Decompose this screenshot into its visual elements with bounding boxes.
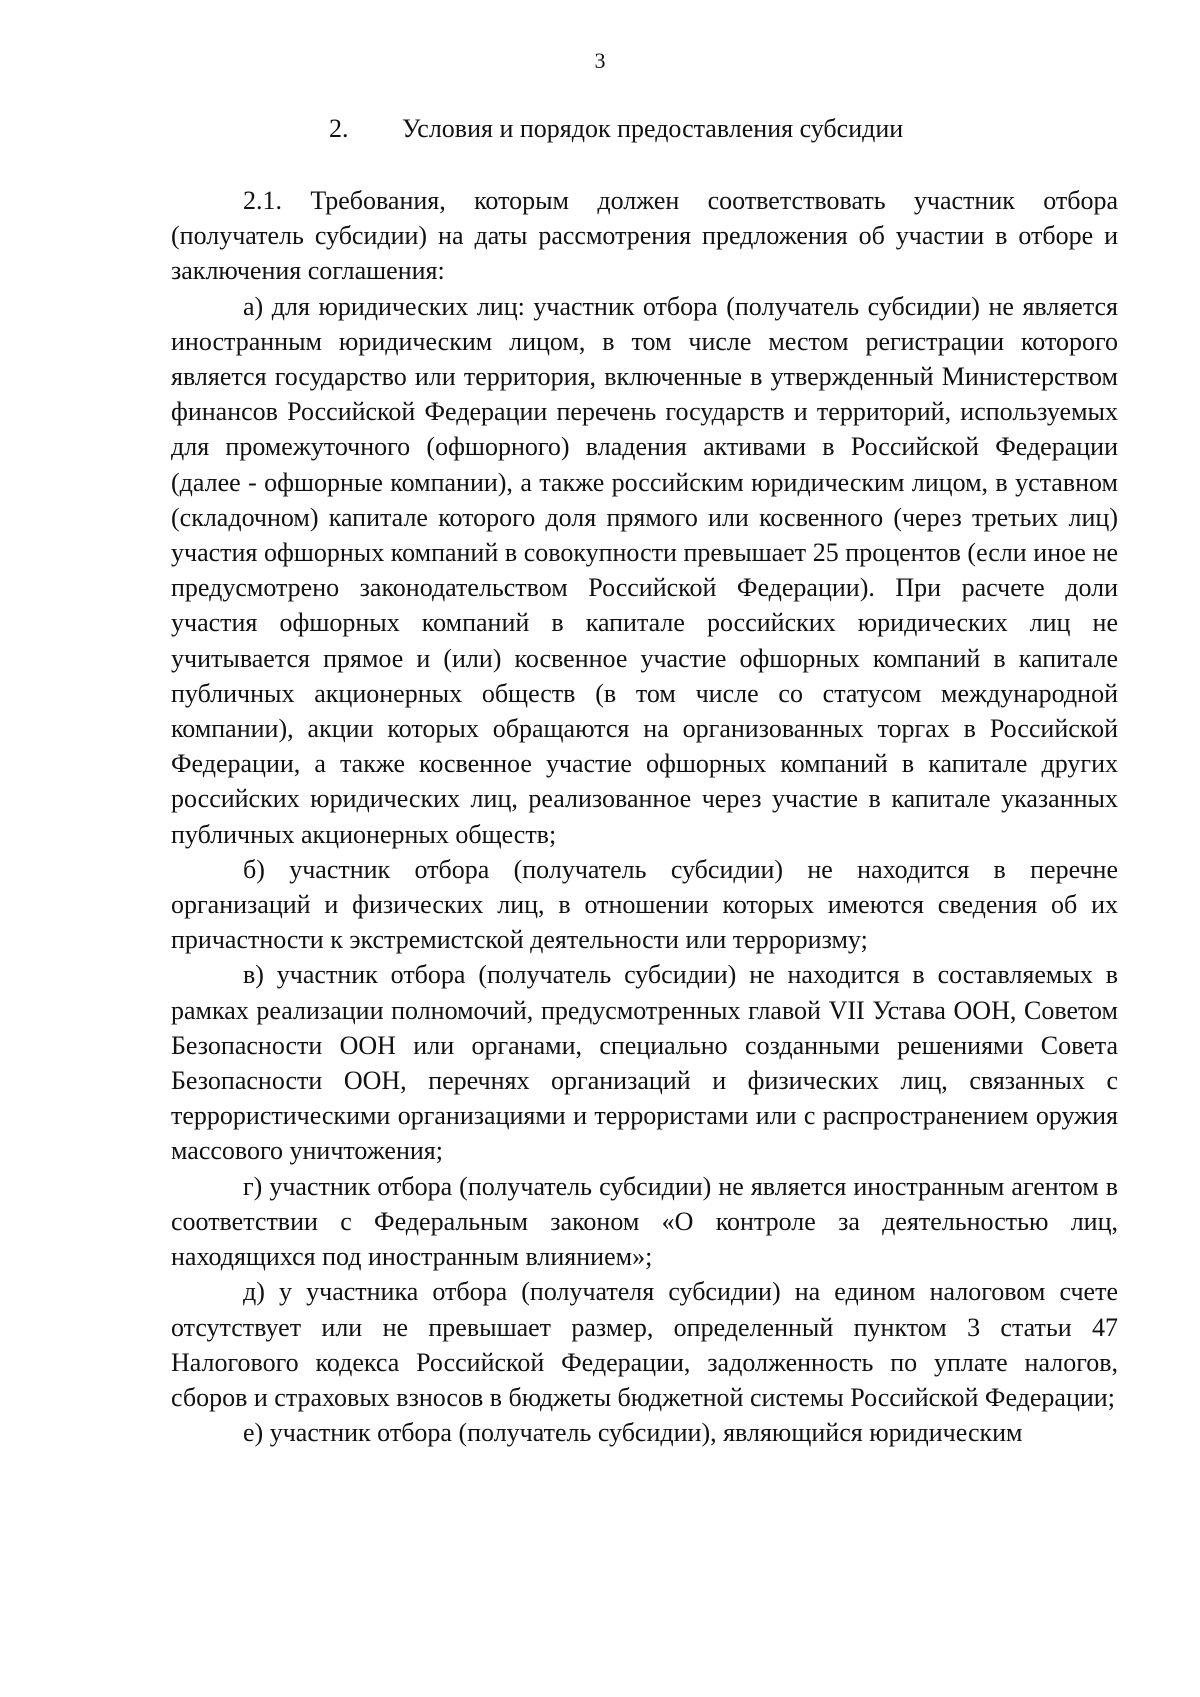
section-number: 2. bbox=[329, 114, 349, 143]
section-title: Условия и порядок предоставления субсидии bbox=[402, 114, 904, 143]
section-heading bbox=[329, 114, 903, 144]
paragraph-e: е) участник отбора (получатель субсидии), являющийся юридическим bbox=[243, 1418, 1023, 1448]
paragraph-a: а) для юридических лиц: участник отбора (получатель субсидии) не является иностранным юридическим лицом, в том числе местом регистрации которого является государство или территория, включенные в утвержденный Министерством финансов Российской Федерации перечень государств и территорий, используемых для промежуточного (офшорного) владения активами в Российской Федерации (далее - офшорные компании), а также российским юридическим лицом, в уставном (складочном) капитале которого доля прямого или косвенного (через третьих лиц) участия офшорных компаний в совокупности превышает 25 процентов (если иное не предусмотрено законодательством Российской Федерации). При расчете доли участия офшорных компаний в капитале российских юридических лиц не учитывается прямое и (или) косвенное участие офшорных компаний в капитале публичных акционерных обществ (в том числе со статусом международной компании), акции которых обращаются на организованных торгах в Российской Федерации, а также косвенное участие офшорных компаний в капитале других российских юридических лиц, реализованное через участие в капитале указанных публичных акционерных обществ; bbox=[171, 291, 1118, 849]
paragraph-d: д) у участника отбора (получателя субсидии) на едином налоговом счете отсутствует или не превышает размер, определенный пунктом 3 статьи 47 Налогового кодекса Российской Федерации, задолженность по уплате налогов, сборов и страховых взносов в бюджеты бюджетной системы Российской Федерации; bbox=[171, 1277, 1118, 1412]
paragraph-2-1: 2.1. Требования, которым должен соответствовать участник отбора (получатель субсидии) на даты рассмотрения предложения об участии в отборе и заключения соглашения: bbox=[171, 186, 1118, 286]
paragraph-b: б) участник отбора (получатель субсидии) не находится в перечне организаций и физических лиц, в отношении которых имеются сведения об их причастности к экстремистской деятельности или терроризму; bbox=[171, 854, 1118, 955]
document-body bbox=[171, 183, 1118, 1450]
page-number: 3 bbox=[594, 48, 606, 73]
paragraph-g: г) участник отбора (получатель субсидии) не является иностранным агентом в соответствии с Федеральным законом «О контроле за деятельностью лиц, находящихся под иностранным влиянием»; bbox=[171, 1171, 1118, 1272]
paragraph-v: в) участник отбора (получатель субсидии) не находится в составляемых в рамках реализации полномочий, предусмотренных главой VII Устава ООН, Советом Безопасности ООН или органами, специально созданными решениями Совета Безопасности ООН, перечнях организаций и физических лиц, связанных с террористическими организациями и террористами или с распространением оружия массового уничтожения; bbox=[171, 960, 1118, 1166]
